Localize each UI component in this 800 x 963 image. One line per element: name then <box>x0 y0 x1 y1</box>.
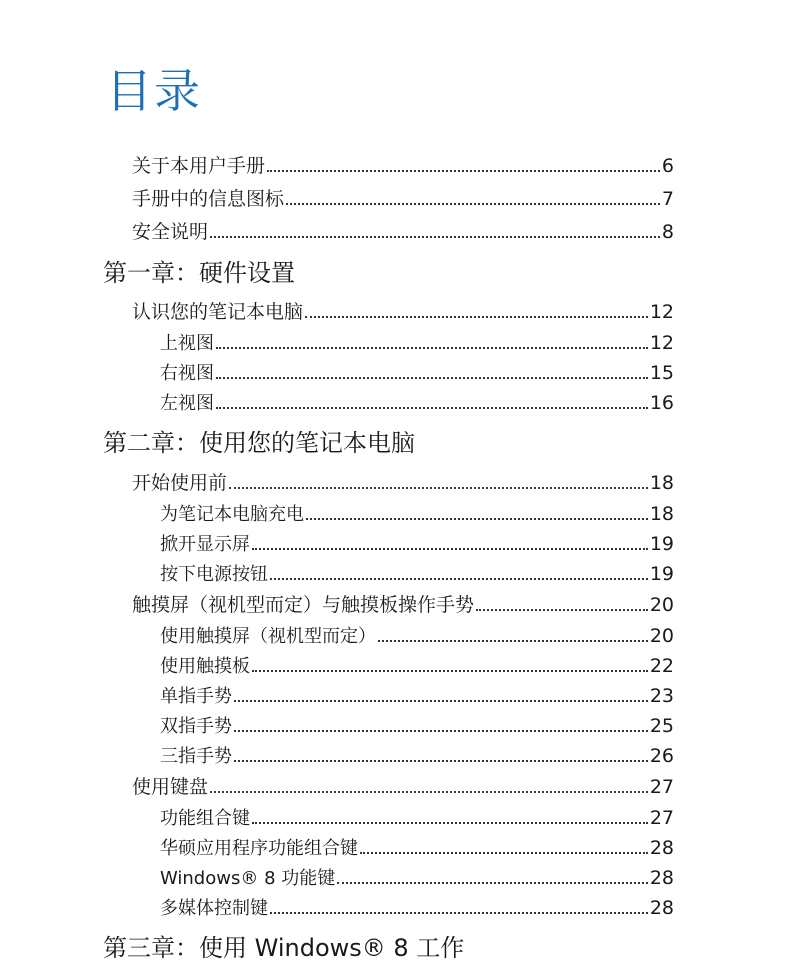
toc-entry-label: 手册中的信息图标 <box>132 188 285 210</box>
toc-entry-label: 使用触摸屏（视机型而定） <box>160 626 376 647</box>
dot-leader <box>210 236 660 238</box>
toc-entry-label: 掀开显示屏 <box>160 534 250 555</box>
toc-entry-label: 左视图 <box>160 393 214 414</box>
toc-entry[interactable] <box>160 360 674 387</box>
toc-entry-page: 26 <box>649 745 674 767</box>
toc-entry-page: 8 <box>661 221 674 243</box>
toc-entry-page: 18 <box>649 472 674 494</box>
toc-entry-page: 28 <box>649 837 674 859</box>
toc-entry[interactable] <box>160 865 674 892</box>
toc-entry-label: 华硕应用程序功能组合键 <box>160 838 358 859</box>
dot-leader <box>216 377 648 379</box>
toc-entry-label: 双指手势 <box>160 716 232 737</box>
toc-entry-page: 27 <box>649 776 674 798</box>
dot-leader <box>252 548 648 550</box>
toc-entry[interactable] <box>160 683 674 710</box>
toc-entry[interactable] <box>160 561 674 588</box>
chapter-heading[interactable]: 第三章：使用 Windows® 8 工作 <box>103 934 465 962</box>
dot-leader <box>378 640 648 642</box>
toc-entry-label: 上视图 <box>160 333 214 354</box>
toc-entry-page: 16 <box>649 392 674 414</box>
toc-entry-page: 12 <box>649 301 674 323</box>
toc-entry-page: 20 <box>649 625 674 647</box>
dot-leader <box>476 609 648 611</box>
toc-entry[interactable] <box>160 805 674 832</box>
toc-entry[interactable] <box>160 623 674 650</box>
toc-entry-page: 6 <box>661 155 674 177</box>
dot-leader <box>234 700 648 702</box>
toc-entry-page: 7 <box>661 188 674 210</box>
toc-entry-page: 27 <box>649 807 674 829</box>
toc-entry-page: 20 <box>649 594 674 616</box>
toc-entry-page: 22 <box>649 655 674 677</box>
toc-entry[interactable] <box>160 713 674 740</box>
dot-leader <box>252 822 648 824</box>
dot-leader <box>234 760 648 762</box>
dot-leader <box>216 347 648 349</box>
toc-entry-label: 功能组合键 <box>160 808 250 829</box>
toc-entry-label: 三指手势 <box>160 746 232 767</box>
toc-entry-page: 12 <box>649 332 674 354</box>
dot-leader <box>234 730 648 732</box>
dot-leader <box>267 170 660 172</box>
toc-entry-label: 右视图 <box>160 363 214 384</box>
dot-leader <box>337 882 648 884</box>
toc-entry-label: 认识您的笔记本电脑 <box>132 301 304 323</box>
dot-leader <box>270 912 648 914</box>
toc-entry[interactable] <box>132 592 674 618</box>
toc-entry[interactable] <box>160 390 674 417</box>
toc-entry[interactable] <box>132 299 674 325</box>
toc-entry-label: 多媒体控制键 <box>160 898 268 919</box>
toc-entry-label: 使用键盘 <box>132 776 209 798</box>
toc-entry-page: 28 <box>649 867 674 889</box>
toc-entry-page: 25 <box>649 715 674 737</box>
toc-entry[interactable] <box>132 153 674 179</box>
dot-leader <box>270 578 648 580</box>
dot-leader <box>360 852 648 854</box>
toc-entry-label: 为笔记本电脑充电 <box>160 504 304 525</box>
dot-leader <box>210 791 648 793</box>
toc-entry[interactable] <box>160 895 674 922</box>
toc-entry-label: 开始使用前 <box>132 472 228 494</box>
toc-entry[interactable] <box>160 501 674 528</box>
toc-entry-label: 按下电源按钮 <box>160 564 268 585</box>
toc-entry-page: 28 <box>649 897 674 919</box>
toc-entry[interactable] <box>160 835 674 862</box>
toc-entry-label: Windows® 8 功能键 <box>160 868 336 889</box>
toc-entry-page: 19 <box>649 533 674 555</box>
toc-entry[interactable] <box>160 653 674 680</box>
toc-entry[interactable] <box>132 470 674 496</box>
chapter-heading[interactable]: 第二章：使用您的笔记本电脑 <box>103 429 415 457</box>
dot-leader <box>305 316 648 318</box>
toc-entry[interactable] <box>132 186 674 212</box>
toc-entry-label: 关于本用户手册 <box>132 155 266 177</box>
dot-leader <box>252 670 648 672</box>
toc-entry[interactable] <box>160 531 674 558</box>
dot-leader <box>229 487 648 489</box>
toc-entry-page: 18 <box>649 503 674 525</box>
toc-entry-page: 23 <box>649 685 674 707</box>
dot-leader <box>286 203 660 205</box>
toc-entry[interactable] <box>160 330 674 357</box>
toc-entry-label: 触摸屏（视机型而定）与触摸板操作手势 <box>132 594 475 616</box>
page-title: 目录 <box>106 64 202 118</box>
toc-entry[interactable] <box>132 774 674 800</box>
toc-entry-page: 19 <box>649 563 674 585</box>
toc-entry-label: 安全说明 <box>132 221 209 243</box>
toc-entry-label: 单指手势 <box>160 686 232 707</box>
chapter-heading[interactable]: 第一章：硬件设置 <box>103 259 295 287</box>
dot-leader <box>216 407 648 409</box>
toc-entry-page: 15 <box>649 362 674 384</box>
toc-entry[interactable] <box>160 743 674 770</box>
toc-entry[interactable] <box>132 219 674 245</box>
dot-leader <box>306 518 648 520</box>
toc-entry-label: 使用触摸板 <box>160 656 250 677</box>
